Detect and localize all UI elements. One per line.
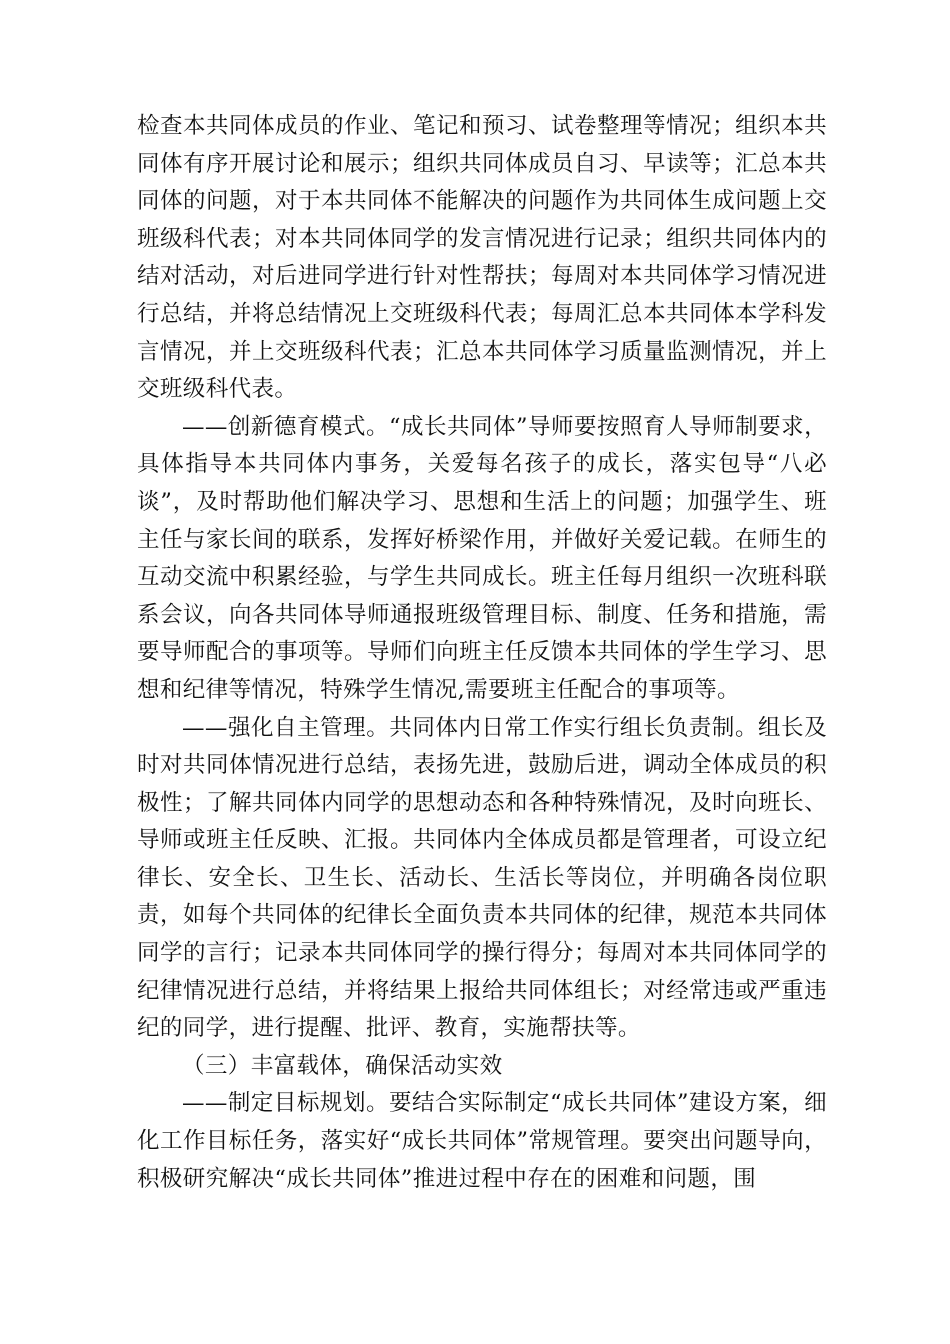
paragraph-moral-education: ——创新德育模式。“成长共同体”导师要按照育人导师制要求，具体指导本共同体内事务，关爱每名孩子的成长，落实包导“八必谈”，及时帮助他们解决学习、思想和生活上的问题；加强学生、班主任与家长间的联系，发挥好桥梁作用，并做好关爱记载。在师生的互动交流中积累经验，与学生共同成长。班主任每月组织一次班科联系会议，向各共同体导师通报班级管理目标、制度、任务和措施，需要导师配合的事项等。导师们向班主任反馈本共同体的学生学习、思想和纪律等情况，特殊学生情况,需要班主任配合的事项等。 <box>137 413 827 703</box>
paragraph-goal-planning: ——制定目标规划。要结合实际制定“成长共同体”建设方案，细化工作目标任务，落实好“成长共同体”常规管理。要突出问题导向，积极研究解决“成长共同体”推进过程中存在的困难和问题，围 <box>137 1090 827 1192</box>
paragraph-continuation: 检查本共同体成员的作业、笔记和预习、试卷整理等情况；组织本共同体有序开展讨论和展示；组织共同体成员自习、早读等；汇总本共同体的问题，对于本共同体不能解决的问题作为共同体生成问题上交班级科代表；对本共同体同学的发言情况进行记录；组织共同体内的结对活动，对后进同学进行针对性帮扶；每周对本共同体学习情况进行总结，并将总结情况上交班级科代表；每周汇总本共同体本学科发言情况，并上交班级科代表；汇总本共同体学习质量监测情况，并上交班级科代表。 <box>137 113 827 403</box>
paragraph-self-management: ——强化自主管理。共同体内日常工作实行组长负责制。组长及时对共同体情况进行总结，表扬先进，鼓励后进，调动全体成员的积极性；了解共同体内同学的思想动态和各种特殊情况，及时向班长、导师或班主任反映、汇报。共同体内全体成员都是管理者，可设立纪律长、安全长、卫生长、活动长、生活长等岗位，并明确各岗位职责，如每个共同体的纪律长全面负责本共同体的纪律，规范本共同体同学的言行；记录本共同体同学的操行得分；每周对本共同体同学的纪律情况进行总结，并将结果上报给共同体组长；对经常违或严重违纪的同学，进行提醒、批评、教育，实施帮扶等。 <box>137 714 827 1042</box>
section-heading: （三）丰富载体，确保活动实效 <box>182 1052 503 1079</box>
document-page <box>137 108 827 1198</box>
